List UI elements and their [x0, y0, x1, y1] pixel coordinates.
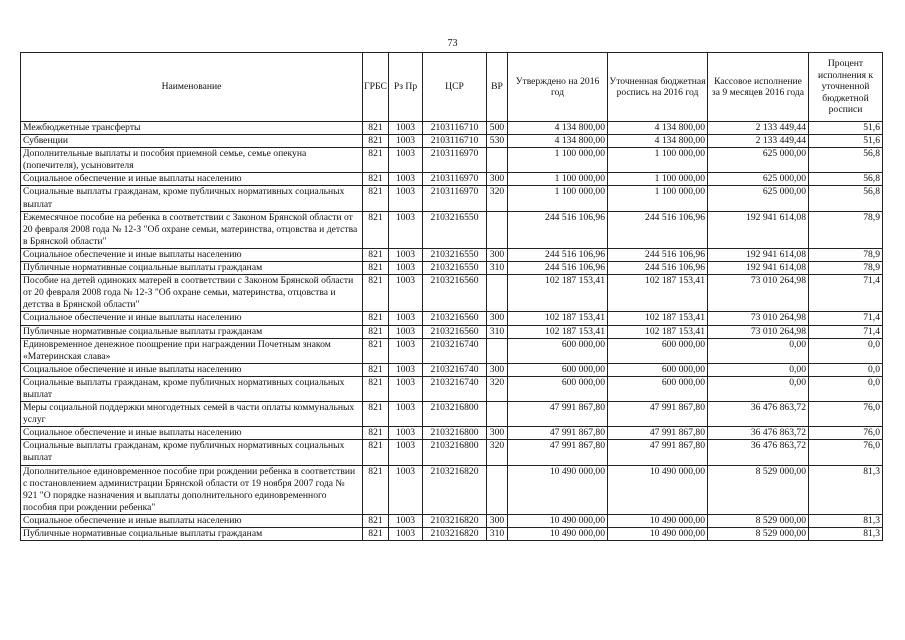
cell-csr: 2103216820 — [423, 465, 487, 514]
cell-rzpr: 1003 — [389, 514, 423, 527]
cell-rzpr: 1003 — [389, 186, 423, 211]
table-row — [21, 427, 883, 440]
cell-grbs: 821 — [363, 135, 389, 148]
table-row — [21, 440, 883, 465]
cell-approved: 102 187 153,41 — [508, 312, 608, 325]
cell-vr: 320 — [487, 376, 508, 401]
cell-name: Единовременное денежное поощрение при награждении Почетным знаком «Материнская слава» — [21, 338, 363, 363]
cell-csr: 2103116970 — [423, 148, 487, 173]
cell-csr: 2103216560 — [423, 312, 487, 325]
cell-vr: 300 — [487, 248, 508, 261]
cell-revised: 600 000,00 — [608, 363, 708, 376]
cell-approved: 4 134 800,00 — [508, 135, 608, 148]
cell-name: Публичные нормативные социальные выплаты гражданам — [21, 325, 363, 338]
cell-percent: 81,3 — [809, 465, 883, 514]
cell-csr: 2103216550 — [423, 211, 487, 248]
cell-rzpr: 1003 — [389, 211, 423, 248]
cell-approved: 47 991 867,80 — [508, 440, 608, 465]
cell-name: Социальное обеспечение и иные выплаты населению — [21, 312, 363, 325]
cell-grbs: 821 — [363, 376, 389, 401]
cell-vr: 300 — [487, 173, 508, 186]
cell-executed: 8 529 000,00 — [708, 465, 809, 514]
cell-percent: 0,0 — [809, 376, 883, 401]
cell-rzpr: 1003 — [389, 325, 423, 338]
cell-approved: 600 000,00 — [508, 363, 608, 376]
cell-csr: 2103116970 — [423, 186, 487, 211]
cell-csr: 2103216550 — [423, 262, 487, 275]
cell-name: Социальные выплаты гражданам, кроме публичных нормативных социальных выплат — [21, 186, 363, 211]
cell-grbs: 821 — [363, 262, 389, 275]
cell-name: Меры социальной поддержки многодетных семей в части оплаты коммунальных услуг — [21, 402, 363, 427]
cell-percent: 76,0 — [809, 427, 883, 440]
cell-approved: 47 991 867,80 — [508, 402, 608, 427]
header-csr: ЦСР — [423, 53, 487, 122]
cell-name: Социальные выплаты гражданам, кроме публичных нормативных социальных выплат — [21, 440, 363, 465]
cell-vr: 320 — [487, 440, 508, 465]
table-row — [21, 325, 883, 338]
cell-approved: 102 187 153,41 — [508, 325, 608, 338]
cell-grbs: 821 — [363, 173, 389, 186]
cell-rzpr: 1003 — [389, 312, 423, 325]
header-approved: Утверждено на 2016 год — [508, 53, 608, 122]
cell-revised: 10 490 000,00 — [608, 514, 708, 527]
cell-revised: 1 100 000,00 — [608, 173, 708, 186]
cell-percent: 81,3 — [809, 514, 883, 527]
cell-grbs: 821 — [363, 312, 389, 325]
cell-csr: 2103216560 — [423, 275, 487, 312]
cell-executed: 73 010 264,98 — [708, 312, 809, 325]
cell-percent: 56,8 — [809, 173, 883, 186]
cell-revised: 244 516 106,96 — [608, 262, 708, 275]
cell-percent: 0,0 — [809, 363, 883, 376]
cell-approved: 10 490 000,00 — [508, 528, 608, 541]
cell-percent: 71,4 — [809, 325, 883, 338]
cell-revised: 244 516 106,96 — [608, 248, 708, 261]
cell-name: Социальное обеспечение и иные выплаты населению — [21, 514, 363, 527]
cell-approved: 244 516 106,96 — [508, 262, 608, 275]
header-grbs: ГРБС — [363, 53, 389, 122]
cell-grbs: 821 — [363, 514, 389, 527]
cell-approved: 4 134 800,00 — [508, 122, 608, 135]
cell-csr: 2103216740 — [423, 363, 487, 376]
cell-approved: 244 516 106,96 — [508, 248, 608, 261]
cell-csr: 2103216560 — [423, 325, 487, 338]
cell-grbs: 821 — [363, 338, 389, 363]
cell-percent: 0,0 — [809, 338, 883, 363]
cell-vr — [487, 338, 508, 363]
cell-approved: 1 100 000,00 — [508, 148, 608, 173]
cell-percent: 81,3 — [809, 528, 883, 541]
cell-revised: 4 134 800,00 — [608, 122, 708, 135]
cell-rzpr: 1003 — [389, 135, 423, 148]
cell-executed: 625 000,00 — [708, 173, 809, 186]
cell-revised: 600 000,00 — [608, 338, 708, 363]
page-number: 73 — [447, 38, 458, 49]
cell-executed: 36 476 863,72 — [708, 402, 809, 427]
cell-percent: 78,9 — [809, 211, 883, 248]
table-row — [21, 338, 883, 363]
cell-name: Социальное обеспечение и иные выплаты населению — [21, 248, 363, 261]
cell-rzpr: 1003 — [389, 248, 423, 261]
cell-revised: 102 187 153,41 — [608, 275, 708, 312]
table-row — [21, 262, 883, 275]
cell-grbs: 821 — [363, 440, 389, 465]
cell-csr: 2103216820 — [423, 514, 487, 527]
cell-rzpr: 1003 — [389, 122, 423, 135]
table-row — [21, 275, 883, 312]
cell-percent: 71,4 — [809, 312, 883, 325]
table-row — [21, 363, 883, 376]
cell-executed: 0,00 — [708, 338, 809, 363]
header-executed: Кассовое исполнение за 9 месяцев 2016 года — [708, 53, 809, 122]
cell-executed: 625 000,00 — [708, 186, 809, 211]
cell-percent: 78,9 — [809, 248, 883, 261]
cell-csr: 2103216740 — [423, 338, 487, 363]
cell-approved: 600 000,00 — [508, 376, 608, 401]
cell-rzpr: 1003 — [389, 173, 423, 186]
cell-executed: 36 476 863,72 — [708, 427, 809, 440]
cell-vr: 310 — [487, 325, 508, 338]
cell-percent: 56,8 — [809, 186, 883, 211]
cell-rzpr: 1003 — [389, 363, 423, 376]
cell-grbs: 821 — [363, 528, 389, 541]
cell-vr: 300 — [487, 514, 508, 527]
cell-vr — [487, 275, 508, 312]
cell-vr — [487, 465, 508, 514]
cell-csr: 2103116970 — [423, 173, 487, 186]
cell-executed: 73 010 264,98 — [708, 275, 809, 312]
table-row — [21, 148, 883, 173]
cell-percent: 76,0 — [809, 440, 883, 465]
cell-percent: 71,4 — [809, 275, 883, 312]
cell-grbs: 821 — [363, 363, 389, 376]
cell-rzpr: 1003 — [389, 275, 423, 312]
cell-csr: 2103216800 — [423, 440, 487, 465]
table-row — [21, 248, 883, 261]
cell-revised: 4 134 800,00 — [608, 135, 708, 148]
cell-rzpr: 1003 — [389, 528, 423, 541]
cell-executed: 8 529 000,00 — [708, 528, 809, 541]
cell-rzpr: 1003 — [389, 402, 423, 427]
cell-vr: 310 — [487, 262, 508, 275]
cell-name: Дополнительные выплаты и пособия приемной семье, семье опекуна (попечителя), усыновителя — [21, 148, 363, 173]
cell-revised: 102 187 153,41 — [608, 325, 708, 338]
cell-csr: 2103216820 — [423, 528, 487, 541]
table-row — [21, 122, 883, 135]
cell-rzpr: 1003 — [389, 338, 423, 363]
cell-rzpr: 1003 — [389, 440, 423, 465]
table-row — [21, 514, 883, 527]
cell-executed: 73 010 264,98 — [708, 325, 809, 338]
cell-approved: 600 000,00 — [508, 338, 608, 363]
cell-percent: 56,8 — [809, 148, 883, 173]
cell-name: Пособие на детей одиноких матерей в соответствии с Законом Брянской области от 20 февраля 2008 года № 12-З "Об охране семьи, материнства, отцовства и детства в Брянской области" — [21, 275, 363, 312]
cell-grbs: 821 — [363, 122, 389, 135]
cell-vr: 310 — [487, 528, 508, 541]
cell-vr: 300 — [487, 363, 508, 376]
cell-executed: 2 133 449,44 — [708, 135, 809, 148]
cell-executed: 2 133 449,44 — [708, 122, 809, 135]
cell-grbs: 821 — [363, 325, 389, 338]
cell-csr: 2103216550 — [423, 248, 487, 261]
cell-name: Субвенции — [21, 135, 363, 148]
cell-name: Публичные нормативные социальные выплаты гражданам — [21, 528, 363, 541]
header-revised: Уточненная бюджетная роспись на 2016 год — [608, 53, 708, 122]
cell-approved: 1 100 000,00 — [508, 186, 608, 211]
cell-revised: 102 187 153,41 — [608, 312, 708, 325]
budget-table — [20, 52, 883, 541]
cell-grbs: 821 — [363, 186, 389, 211]
cell-vr — [487, 402, 508, 427]
cell-grbs: 821 — [363, 148, 389, 173]
cell-csr: 2103116710 — [423, 135, 487, 148]
cell-revised: 10 490 000,00 — [608, 465, 708, 514]
cell-name: Социальные выплаты гражданам, кроме публичных нормативных социальных выплат — [21, 376, 363, 401]
cell-approved: 47 991 867,80 — [508, 427, 608, 440]
cell-grbs: 821 — [363, 427, 389, 440]
cell-executed: 36 476 863,72 — [708, 440, 809, 465]
cell-percent: 78,9 — [809, 262, 883, 275]
cell-rzpr: 1003 — [389, 262, 423, 275]
cell-csr: 2103216800 — [423, 402, 487, 427]
cell-approved: 102 187 153,41 — [508, 275, 608, 312]
cell-csr: 2103116710 — [423, 122, 487, 135]
cell-executed: 0,00 — [708, 376, 809, 401]
table-row — [21, 135, 883, 148]
cell-rzpr: 1003 — [389, 376, 423, 401]
table-row — [21, 528, 883, 541]
cell-name: Межбюджетные трансферты — [21, 122, 363, 135]
cell-approved: 10 490 000,00 — [508, 514, 608, 527]
header-vr: ВР — [487, 53, 508, 122]
cell-executed: 192 941 614,08 — [708, 262, 809, 275]
cell-name: Публичные нормативные социальные выплаты гражданам — [21, 262, 363, 275]
cell-executed: 0,00 — [708, 363, 809, 376]
header-rzpr: Рз Пр — [389, 53, 423, 122]
cell-revised: 1 100 000,00 — [608, 148, 708, 173]
cell-executed: 625 000,00 — [708, 148, 809, 173]
table-row — [21, 402, 883, 427]
cell-rzpr: 1003 — [389, 427, 423, 440]
cell-vr: 300 — [487, 312, 508, 325]
table-row — [21, 186, 883, 211]
cell-vr: 530 — [487, 135, 508, 148]
cell-approved: 1 100 000,00 — [508, 173, 608, 186]
table-header — [21, 53, 883, 122]
table-row — [21, 312, 883, 325]
cell-revised: 47 991 867,80 — [608, 440, 708, 465]
cell-executed: 192 941 614,08 — [708, 248, 809, 261]
cell-percent: 51,6 — [809, 135, 883, 148]
cell-revised: 600 000,00 — [608, 376, 708, 401]
cell-grbs: 821 — [363, 248, 389, 261]
cell-percent: 76,0 — [809, 402, 883, 427]
cell-approved: 10 490 000,00 — [508, 465, 608, 514]
cell-name: Социальное обеспечение и иные выплаты населению — [21, 173, 363, 186]
cell-vr — [487, 211, 508, 248]
table-row — [21, 376, 883, 401]
cell-vr: 320 — [487, 186, 508, 211]
cell-vr: 300 — [487, 427, 508, 440]
cell-rzpr: 1003 — [389, 465, 423, 514]
cell-grbs: 821 — [363, 211, 389, 248]
cell-revised: 47 991 867,80 — [608, 402, 708, 427]
cell-revised: 1 100 000,00 — [608, 186, 708, 211]
cell-vr — [487, 148, 508, 173]
cell-name: Социальное обеспечение и иные выплаты населению — [21, 427, 363, 440]
cell-executed: 8 529 000,00 — [708, 514, 809, 527]
header-percent: Процент исполнения к уточненной бюджетной росписи — [809, 53, 883, 122]
cell-grbs: 821 — [363, 402, 389, 427]
cell-executed: 192 941 614,08 — [708, 211, 809, 248]
cell-percent: 51,6 — [809, 122, 883, 135]
cell-csr: 2103216800 — [423, 427, 487, 440]
cell-vr: 500 — [487, 122, 508, 135]
cell-approved: 244 516 106,96 — [508, 211, 608, 248]
table-body — [21, 122, 883, 541]
cell-revised: 244 516 106,96 — [608, 211, 708, 248]
cell-rzpr: 1003 — [389, 148, 423, 173]
cell-name: Дополнительное единовременное пособие при рождении ребенка в соответствии с постановлением администрации Брянской области от 19 ноября 2007 года № 921 "О порядке назначения и выплаты дополнительного единовременного пособия при рождении ребенка" — [21, 465, 363, 514]
table-row — [21, 211, 883, 248]
table-row — [21, 465, 883, 514]
cell-name: Ежемесячное пособие на ребенка в соответствии с Законом Брянской области от 20 февраля 2008 года № 12-З "Об охране семьи, материнства, отцовства и детства в Брянской области" — [21, 211, 363, 248]
header-name: Наименование — [21, 53, 363, 122]
cell-name: Социальное обеспечение и иные выплаты населению — [21, 363, 363, 376]
cell-grbs: 821 — [363, 275, 389, 312]
cell-csr: 2103216740 — [423, 376, 487, 401]
cell-revised: 10 490 000,00 — [608, 528, 708, 541]
cell-revised: 47 991 867,80 — [608, 427, 708, 440]
table-row — [21, 173, 883, 186]
cell-grbs: 821 — [363, 465, 389, 514]
